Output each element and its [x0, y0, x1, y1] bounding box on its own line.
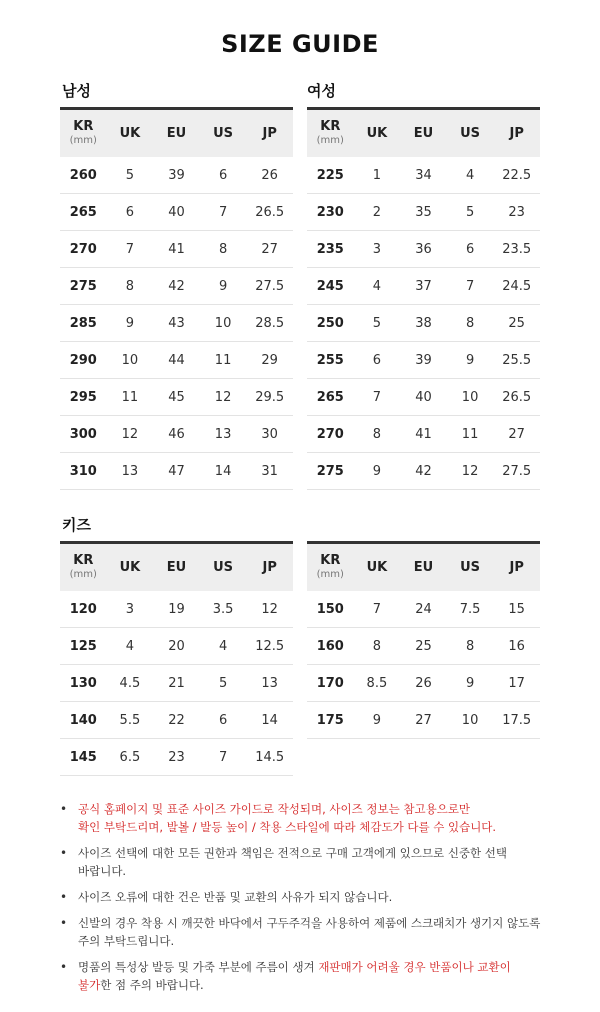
note-item — [60, 958, 560, 994]
size-cell-jp: 14.5 — [255, 749, 285, 765]
table-row — [307, 591, 540, 628]
table-row — [307, 628, 540, 665]
size-cell-eu: 27 — [415, 712, 432, 728]
size-cell-jp: 29.5 — [255, 389, 285, 405]
column-header-uk — [354, 561, 401, 575]
size-cell-eu: 45 — [168, 389, 185, 405]
column-header-label: KR — [320, 552, 341, 568]
size-cell-eu: 21 — [168, 675, 185, 691]
women-section-label: 여성 — [307, 82, 336, 100]
column-header-jp — [493, 127, 540, 141]
table-row — [307, 416, 540, 453]
size-cell-uk: 8 — [372, 426, 382, 442]
column-header-us — [447, 127, 494, 141]
bullet-icon: • — [60, 802, 68, 816]
note-text: 사이즈 오류에 대한 건은 반품 및 교환의 사유가 되지 않습니다. — [78, 890, 393, 904]
column-header-label: US — [213, 559, 234, 575]
men-size-table — [60, 107, 293, 490]
size-cell-kr: 130 — [69, 675, 97, 691]
column-header-eu — [400, 561, 447, 575]
size-cell-uk: 6 — [125, 204, 135, 220]
size-cell-eu: 22 — [168, 712, 185, 728]
size-cell-kr: 145 — [69, 749, 97, 765]
size-cell-us: 11 — [461, 426, 479, 442]
table-row — [60, 379, 293, 416]
table-row — [307, 702, 540, 739]
size-cell-jp: 26 — [261, 167, 278, 183]
column-header-label: US — [213, 125, 234, 141]
note-text: 명품의 특성상 발등 및 가죽 부분에 주름이 생겨 — [78, 960, 319, 974]
table-row — [60, 739, 293, 776]
size-cell-jp: 13 — [261, 675, 278, 691]
size-cell-uk: 8 — [125, 278, 135, 294]
table-row — [60, 194, 293, 231]
size-cell-jp: 23 — [508, 204, 525, 220]
size-cell-kr: 290 — [69, 352, 97, 368]
size-cell-us: 7 — [465, 278, 475, 294]
size-cell-us: 12 — [461, 463, 479, 479]
kids-section-label: 키즈 — [62, 516, 91, 534]
size-cell-us: 5 — [218, 675, 228, 691]
column-header-us — [200, 561, 247, 575]
size-cell-uk: 1 — [372, 167, 382, 183]
size-cell-kr: 150 — [316, 601, 344, 617]
size-cell-eu: 37 — [415, 278, 432, 294]
notes-list — [60, 800, 560, 1002]
size-cell-jp: 23.5 — [502, 241, 532, 257]
size-cell-uk: 6 — [372, 352, 382, 368]
size-cell-jp: 27.5 — [502, 463, 532, 479]
table-row — [60, 665, 293, 702]
size-cell-kr: 260 — [69, 167, 97, 183]
page-title: SIZE GUIDE — [221, 30, 379, 58]
table-header-row — [60, 110, 293, 157]
size-cell-us: 4 — [218, 638, 228, 654]
size-cell-uk: 6.5 — [119, 749, 141, 765]
size-cell-kr: 250 — [316, 315, 344, 331]
size-cell-eu: 42 — [168, 278, 185, 294]
size-cell-eu: 46 — [168, 426, 185, 442]
size-cell-us: 11 — [214, 352, 232, 368]
size-cell-eu: 41 — [415, 426, 432, 442]
size-cell-kr: 295 — [69, 389, 97, 405]
table-row — [60, 157, 293, 194]
size-cell-uk: 10 — [121, 352, 139, 368]
size-cell-eu: 19 — [168, 601, 185, 617]
size-cell-eu: 42 — [415, 463, 432, 479]
size-cell-uk: 4.5 — [119, 675, 141, 691]
size-cell-eu: 36 — [415, 241, 432, 257]
men-section-label: 남성 — [62, 82, 91, 100]
size-cell-kr: 235 — [316, 241, 344, 257]
size-cell-kr: 285 — [69, 315, 97, 331]
size-cell-uk: 7 — [372, 601, 382, 617]
table-row — [307, 453, 540, 490]
size-cell-uk: 8 — [372, 638, 382, 654]
bullet-icon: • — [60, 916, 68, 930]
column-header-uk — [107, 561, 154, 575]
size-cell-eu: 39 — [415, 352, 432, 368]
size-cell-jp: 12 — [261, 601, 278, 617]
column-header-jp — [246, 127, 293, 141]
column-header-label: EU — [413, 125, 434, 141]
size-cell-jp: 27 — [508, 426, 525, 442]
size-cell-eu: 35 — [415, 204, 432, 220]
size-cell-kr: 265 — [69, 204, 97, 220]
size-cell-eu: 25 — [415, 638, 432, 654]
table-row — [60, 628, 293, 665]
size-cell-jp: 26.5 — [502, 389, 532, 405]
column-header-label: EU — [166, 125, 187, 141]
column-header-kr — [60, 554, 107, 582]
size-cell-eu: 23 — [168, 749, 185, 765]
size-cell-uk: 5.5 — [119, 712, 141, 728]
table-row — [60, 591, 293, 628]
note-text: 신발의 경우 착용 시 깨끗한 바닥에서 구두주걱을 사용하여 제품에 스크래치가 생기지 않도록 — [78, 916, 541, 930]
size-cell-jp: 30 — [261, 426, 278, 442]
size-cell-uk: 4 — [125, 638, 135, 654]
size-cell-kr: 170 — [316, 675, 344, 691]
column-header-label: EU — [413, 559, 434, 575]
table-row — [60, 268, 293, 305]
column-header-uk — [354, 127, 401, 141]
column-header-label: UK — [119, 559, 141, 575]
table-row — [307, 268, 540, 305]
size-cell-jp: 15 — [508, 601, 525, 617]
size-cell-us: 10 — [461, 712, 479, 728]
column-header-kr — [307, 554, 354, 582]
column-header-uk — [107, 127, 154, 141]
unit-label: (mm) — [69, 568, 97, 580]
size-cell-uk: 13 — [121, 463, 139, 479]
unit-label: (mm) — [316, 568, 344, 580]
size-cell-kr: 140 — [69, 712, 97, 728]
column-header-label: EU — [166, 559, 187, 575]
bullet-icon: • — [60, 846, 68, 860]
table-row — [307, 665, 540, 702]
note-text-warning: 불가 — [78, 978, 101, 992]
size-cell-eu: 38 — [415, 315, 432, 331]
size-cell-uk: 12 — [121, 426, 139, 442]
table-header-row — [307, 110, 540, 157]
size-cell-kr: 275 — [69, 278, 97, 294]
size-cell-eu: 20 — [168, 638, 185, 654]
size-cell-eu: 47 — [168, 463, 185, 479]
column-header-eu — [400, 127, 447, 141]
size-cell-eu: 40 — [168, 204, 185, 220]
table-row — [307, 379, 540, 416]
size-cell-uk: 11 — [121, 389, 139, 405]
unit-label: (mm) — [69, 134, 97, 146]
note-text: 공식 홈페이지 및 표준 사이즈 가이드로 작성되며, 사이즈 정보는 참고용으로만 — [78, 802, 471, 816]
size-cell-us: 9 — [218, 278, 228, 294]
size-cell-jp: 24.5 — [502, 278, 532, 294]
size-cell-us: 6 — [218, 712, 228, 728]
size-cell-eu: 44 — [168, 352, 185, 368]
table-row — [60, 702, 293, 739]
bullet-icon: • — [60, 890, 68, 904]
size-cell-jp: 17.5 — [502, 712, 532, 728]
size-cell-us: 3.5 — [212, 601, 234, 617]
size-cell-us: 13 — [214, 426, 232, 442]
size-cell-jp: 27.5 — [255, 278, 285, 294]
size-cell-kr: 300 — [69, 426, 97, 442]
size-cell-eu: 26 — [415, 675, 432, 691]
size-cell-jp: 25 — [508, 315, 525, 331]
size-cell-uk: 3 — [125, 601, 135, 617]
bullet-icon: • — [60, 960, 68, 974]
table-row — [60, 231, 293, 268]
size-cell-uk: 3 — [372, 241, 382, 257]
column-header-label: US — [460, 559, 481, 575]
size-cell-jp: 12.5 — [255, 638, 285, 654]
size-cell-us: 9 — [465, 675, 475, 691]
note-text: 확인 부탁드리며, 발볼 / 발등 높이 / 착용 스타일에 따라 체감도가 다를 수 있습니다. — [78, 820, 497, 834]
size-cell-jp: 14 — [261, 712, 278, 728]
size-cell-kr: 120 — [69, 601, 97, 617]
size-cell-uk: 7 — [372, 389, 382, 405]
size-cell-uk: 9 — [372, 463, 382, 479]
size-cell-eu: 39 — [168, 167, 185, 183]
size-cell-us: 7 — [218, 204, 228, 220]
table-row — [60, 453, 293, 490]
size-cell-us: 7 — [218, 749, 228, 765]
column-header-label: UK — [119, 125, 141, 141]
size-cell-us: 8 — [465, 638, 475, 654]
kids-size-table-left — [60, 541, 293, 776]
size-cell-us: 5 — [465, 204, 475, 220]
column-header-label: UK — [366, 125, 388, 141]
size-cell-uk: 9 — [372, 712, 382, 728]
size-cell-us: 6 — [218, 167, 228, 183]
note-text: 주의 부탁드립니다. — [78, 934, 175, 948]
column-header-label: UK — [366, 559, 388, 575]
size-cell-us: 12 — [214, 389, 232, 405]
column-header-label: US — [460, 125, 481, 141]
column-header-us — [447, 561, 494, 575]
note-item — [60, 914, 560, 950]
table-row — [60, 305, 293, 342]
size-cell-kr: 175 — [316, 712, 344, 728]
note-text: 바랍니다. — [78, 864, 127, 878]
table-row — [307, 157, 540, 194]
size-cell-jp: 16 — [508, 638, 525, 654]
size-cell-kr: 310 — [69, 463, 97, 479]
size-cell-us: 8 — [218, 241, 228, 257]
size-cell-kr: 225 — [316, 167, 344, 183]
size-cell-kr: 125 — [69, 638, 97, 654]
unit-label: (mm) — [316, 134, 344, 146]
size-cell-uk: 8.5 — [366, 675, 388, 691]
size-cell-uk: 9 — [125, 315, 135, 331]
size-cell-kr: 160 — [316, 638, 344, 654]
size-cell-eu: 34 — [415, 167, 432, 183]
note-text: 사이즈 선택에 대한 모든 권한과 책임은 전적으로 구매 고객에게 있으므로 신중한 선택 — [78, 846, 508, 860]
column-header-label: KR — [73, 118, 94, 134]
size-cell-kr: 270 — [316, 426, 344, 442]
size-cell-us: 9 — [465, 352, 475, 368]
column-header-label: JP — [262, 559, 277, 575]
size-cell-jp: 29 — [261, 352, 278, 368]
size-cell-jp: 28.5 — [255, 315, 285, 331]
note-item — [60, 844, 560, 880]
size-cell-us: 7.5 — [459, 601, 481, 617]
size-cell-jp: 25.5 — [502, 352, 532, 368]
size-cell-kr: 230 — [316, 204, 344, 220]
kids-size-table-right — [307, 541, 540, 739]
table-row — [60, 342, 293, 379]
size-cell-uk: 7 — [125, 241, 135, 257]
size-cell-eu: 41 — [168, 241, 185, 257]
table-header-row — [60, 544, 293, 591]
size-cell-us: 6 — [465, 241, 475, 257]
column-header-jp — [246, 561, 293, 575]
size-cell-us: 14 — [214, 463, 232, 479]
table-row — [60, 416, 293, 453]
size-cell-jp: 17 — [508, 675, 525, 691]
size-cell-eu: 24 — [415, 601, 432, 617]
size-cell-jp: 22.5 — [502, 167, 532, 183]
table-row — [307, 305, 540, 342]
size-cell-kr: 275 — [316, 463, 344, 479]
size-cell-eu: 43 — [168, 315, 185, 331]
size-cell-jp: 26.5 — [255, 204, 285, 220]
column-header-jp — [493, 561, 540, 575]
table-header-row — [307, 544, 540, 591]
size-cell-uk: 5 — [372, 315, 382, 331]
column-header-kr — [307, 120, 354, 148]
size-cell-eu: 40 — [415, 389, 432, 405]
column-header-kr — [60, 120, 107, 148]
size-cell-jp: 27 — [261, 241, 278, 257]
table-row — [307, 342, 540, 379]
size-cell-uk: 5 — [125, 167, 135, 183]
note-item — [60, 800, 560, 836]
size-cell-us: 4 — [465, 167, 475, 183]
size-cell-kr: 270 — [69, 241, 97, 257]
column-header-label: KR — [73, 552, 94, 568]
size-cell-us: 10 — [461, 389, 479, 405]
column-header-eu — [153, 127, 200, 141]
column-header-label: JP — [509, 125, 524, 141]
size-cell-uk: 2 — [372, 204, 382, 220]
size-cell-us: 10 — [214, 315, 232, 331]
note-item — [60, 888, 560, 906]
column-header-label: JP — [262, 125, 277, 141]
note-text-warning: 재판매가 어려울 경우 반품이나 교환이 — [318, 960, 511, 974]
column-header-label: JP — [509, 559, 524, 575]
column-header-us — [200, 127, 247, 141]
table-row — [307, 194, 540, 231]
size-cell-kr: 265 — [316, 389, 344, 405]
column-header-eu — [153, 561, 200, 575]
size-cell-us: 8 — [465, 315, 475, 331]
size-cell-uk: 4 — [372, 278, 382, 294]
table-row — [307, 231, 540, 268]
women-size-table — [307, 107, 540, 490]
size-cell-kr: 245 — [316, 278, 344, 294]
size-cell-kr: 255 — [316, 352, 344, 368]
note-text: 한 점 주의 바랍니다. — [100, 978, 204, 992]
size-cell-jp: 31 — [261, 463, 278, 479]
column-header-label: KR — [320, 118, 341, 134]
